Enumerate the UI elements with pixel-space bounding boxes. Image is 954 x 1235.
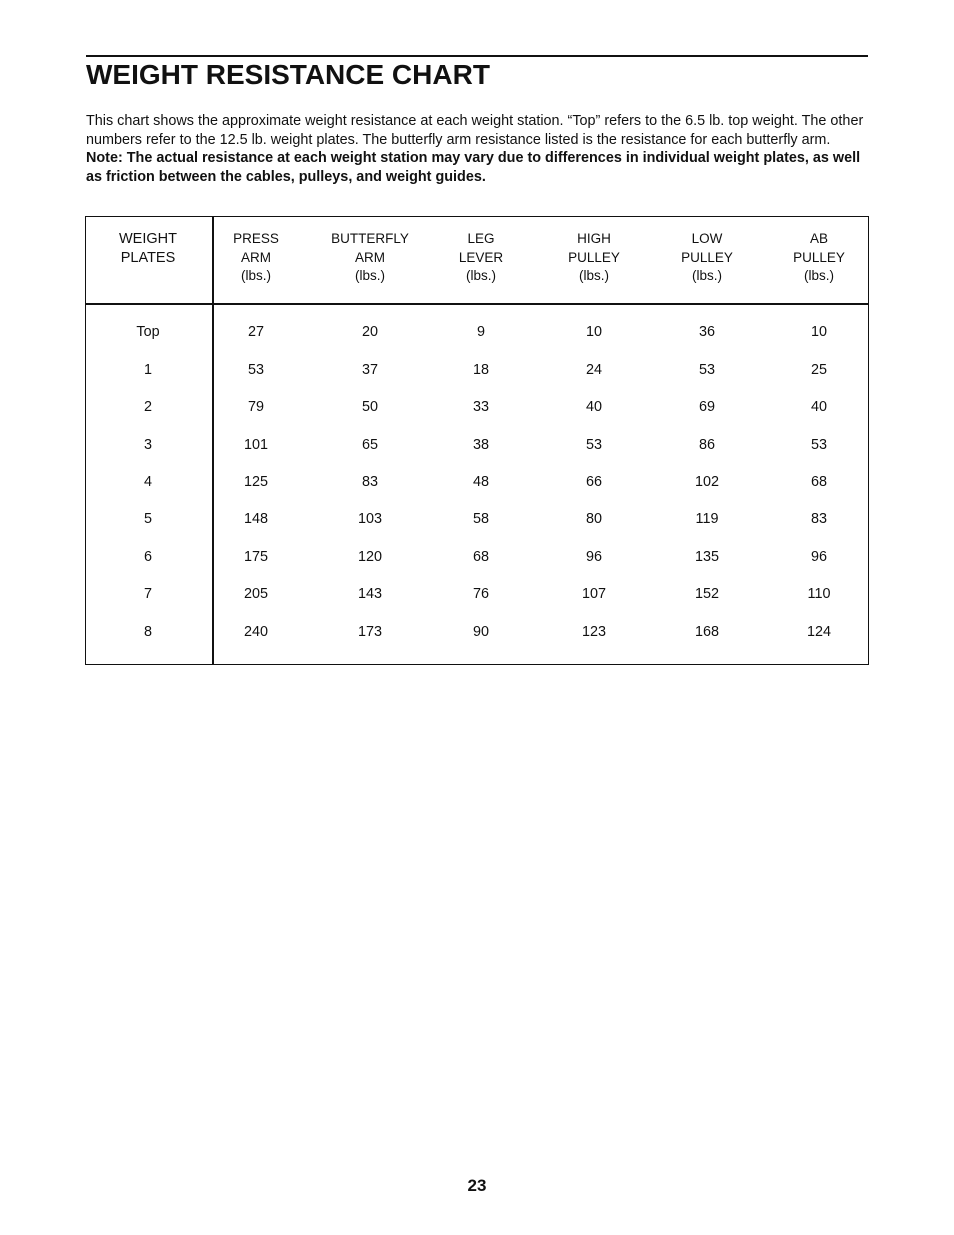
table-cell: 50 — [361, 399, 378, 415]
intro-text: This chart shows the approximate weight resistance at each weight station. “Top” refers to the 6.5 lb. top weight. The other numbers refer to the 12.5 lb. weight plates. The butterfly arm resistance listed is the resistance for each butterfly arm. — [86, 113, 864, 148]
weight-resistance-table — [85, 216, 869, 665]
table-cell: 38 — [472, 437, 489, 453]
table-cell: 80 — [585, 511, 602, 527]
page-title: WEIGHT RESISTANCE CHART — [86, 59, 490, 90]
table-cell: 18 — [472, 362, 489, 378]
header-press-arm: PRESS ARM (lbs.) — [233, 231, 279, 283]
table-cell: 101 — [243, 437, 268, 453]
row-label: 7 — [143, 586, 152, 602]
intro-note: Note: The actual resistance at each weight station may vary due to differences in individual weight plates, as well as friction between the cables, pulleys, and weight guides. — [86, 150, 861, 185]
table-cell: 125 — [243, 474, 268, 490]
table-cell: 173 — [357, 624, 382, 640]
table-cell: 10 — [810, 324, 827, 340]
table-cell: 76 — [472, 586, 489, 602]
table-cell: 10 — [585, 324, 602, 340]
table-cell: 66 — [585, 474, 602, 490]
row-label: Top — [136, 324, 160, 340]
header-weight-plates: WEIGHT PLATES — [119, 231, 177, 266]
table-cell: 152 — [694, 586, 719, 602]
table-cell: 68 — [810, 474, 827, 490]
intro-paragraph — [86, 112, 868, 186]
table-cell: 102 — [694, 474, 719, 490]
table-cell: 175 — [243, 549, 268, 565]
table-cell: 205 — [243, 586, 268, 602]
row-label: 6 — [143, 549, 152, 565]
table-cell: 96 — [810, 549, 827, 565]
table-cell: 33 — [472, 399, 489, 415]
table-cell: 27 — [247, 324, 264, 340]
header-butterfly-arm: BUTTERFLY ARM (lbs.) — [331, 231, 409, 283]
row-label: 4 — [143, 474, 152, 490]
table-cell: 58 — [472, 511, 489, 527]
table-cell: 20 — [361, 324, 378, 340]
table-cell: 24 — [585, 362, 602, 378]
page-number: 23 — [467, 1176, 487, 1195]
table-cell: 25 — [810, 362, 827, 378]
table-cell: 68 — [472, 549, 489, 565]
table-cell: 40 — [585, 399, 602, 415]
row-label: 8 — [143, 624, 152, 640]
table-cell: 90 — [472, 624, 489, 640]
header-ab-pulley: AB PULLEY (lbs.) — [793, 231, 845, 283]
table-cell: 124 — [806, 624, 831, 640]
table-cell: 123 — [581, 624, 606, 640]
header-low-pulley: LOW PULLEY (lbs.) — [681, 231, 733, 283]
table-cell: 65 — [361, 437, 378, 453]
table-cell: 53 — [810, 437, 827, 453]
table-cell: 107 — [581, 586, 606, 602]
table-cell: 79 — [247, 399, 264, 415]
table-cell: 96 — [585, 549, 602, 565]
table-cell: 69 — [698, 399, 715, 415]
table-cell: 83 — [810, 511, 827, 527]
table-cell: 48 — [472, 474, 489, 490]
row-label: 2 — [143, 399, 152, 415]
table-cell: 119 — [695, 511, 719, 527]
table-cell: 168 — [694, 624, 719, 640]
table-cell: 240 — [243, 624, 268, 640]
top-rule — [86, 55, 868, 57]
table-cell: 40 — [810, 399, 827, 415]
header-high-pulley: HIGH PULLEY (lbs.) — [568, 231, 620, 283]
table-cell: 120 — [357, 549, 382, 565]
table-cell: 53 — [585, 437, 602, 453]
table-cell: 110 — [807, 586, 831, 602]
table-cell: 53 — [698, 362, 715, 378]
table-cell: 37 — [361, 362, 378, 378]
table-cell: 53 — [247, 362, 264, 378]
header-leg-lever: LEG LEVER (lbs.) — [458, 231, 504, 283]
table-cell: 143 — [357, 586, 382, 602]
row-label: 3 — [143, 437, 152, 453]
table-cell: 86 — [698, 437, 715, 453]
row-label: 1 — [143, 362, 152, 378]
table-cell: 83 — [361, 474, 378, 490]
row-label: 5 — [143, 511, 152, 527]
table-cell: 135 — [694, 549, 719, 565]
table-cell: 148 — [243, 511, 268, 527]
table-cell: 9 — [476, 324, 485, 340]
table-cell: 103 — [357, 511, 382, 527]
header-divider — [86, 303, 868, 305]
table-cell: 36 — [698, 324, 715, 340]
